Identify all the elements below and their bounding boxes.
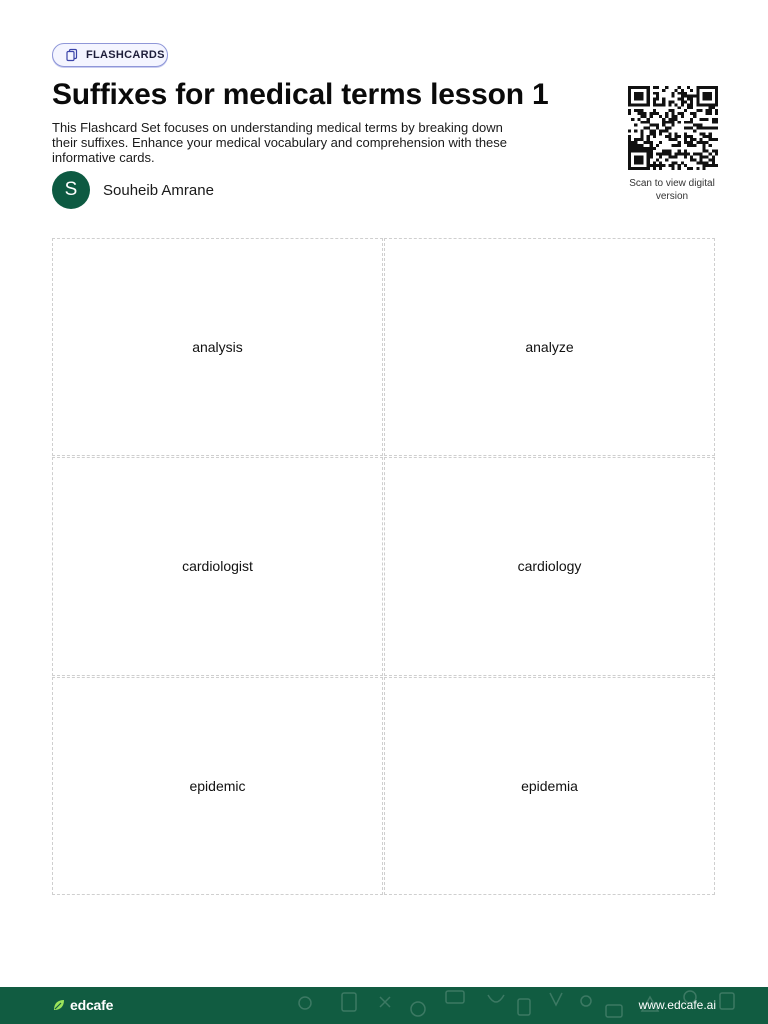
flashcard[interactable]: epidemia <box>384 677 715 895</box>
flashcard-grid <box>52 238 716 896</box>
page-description: This Flashcard Set focuses on understanding medical terms by breaking down their suffixes. Enhance your medical vocabulary and comprehension with these informative cards. <box>52 120 508 165</box>
flashcard[interactable]: analysis <box>52 238 383 456</box>
flashcard[interactable]: cardiologist <box>52 457 383 675</box>
avatar: S <box>52 171 90 209</box>
flashcard[interactable]: cardiology <box>384 457 715 675</box>
flashcards-icon <box>65 48 79 62</box>
flashcard[interactable]: epidemic <box>52 677 383 895</box>
leaf-icon <box>52 998 66 1012</box>
flashcards-badge <box>52 43 168 67</box>
footer-url[interactable]: www.edcafe.ai <box>638 998 716 1012</box>
edcafe-logo[interactable] <box>52 997 113 1013</box>
qr-caption: Scan to view digital version <box>629 178 715 202</box>
flashcard[interactable]: analyze <box>384 238 715 456</box>
badge-label: FLASHCARDS <box>86 49 165 61</box>
author <box>52 171 214 209</box>
page-title: Suffixes for medical terms lesson 1 <box>52 78 549 111</box>
footer <box>0 987 768 1024</box>
brand-name: edcafe <box>70 997 114 1013</box>
author-name: Souheib Amrane <box>103 181 214 199</box>
qr-code[interactable] <box>628 86 718 170</box>
